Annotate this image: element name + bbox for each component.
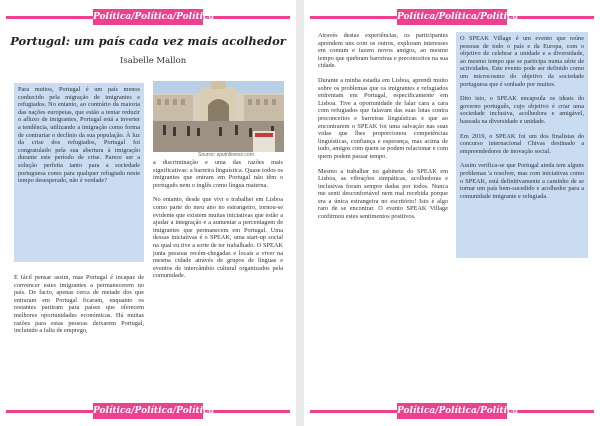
bottom-banner [6,403,290,419]
lisbon-photo [153,81,284,152]
right-column [153,159,283,395]
article-title: Portugal: um país cada vez mais acolhedor [10,34,286,48]
top-banner [310,9,594,25]
lisbon-stay-paragraph: Durante a minha estadia em Lisboa, aprendi muito sobre os problemas que os imigrantes e refugiados enfrentam em Portugal, especificamente em Lisboa. Tive a oportunidade de falar cara a cara com refugiados que falavam das suas lutas contra preconceitos e barreiras linguísticas e que ao encontrarem o SPEAK foi uma salvação nas suas vidas que lhes proporcionou competências linguísticas, confiança e esperança, mas acima de tudo, amigos com quem se podem relacionar e com quem podem passar tempo. [318,76,448,160]
page2-highlight-box [456,32,588,258]
right-column-paragraph-2: No entanto, desde que vivi e trabalhei em Lisboa como parte do meu ano no estrangeiro, tornou-se evidente que existem muitas iniciativas que estão a ajudar a integração e a aumentar a percentagem de imigrantes que permanecem em Portugal. Uma dessas iniciativas é o SPEAK, uma start-up social na qual eu tive a sorte de ter trabalhado. O SPEAK junta pessoas recém-chegadas e locais a viver na mesma cidade através de grupos de línguas e eventos de intercâmbio cultural organizados pela comunidade. [153,196,283,280]
left-page [0,0,296,426]
left-column-paragraph: É fácil pensar assim, mas Portugal é incapaz de convencer estes imigrantes a permanecerem no país. De facto, apenas cerca de metade dos que entraram em Portugal ficaram, enquanto os restantes partiram para países que oferecem melhores oportunidades económicas. Há muitas razões para estas pessoas deixarem Portugal, incluindo a falta de emprego, [14,274,144,335]
banner-label: Política/Política/Política [397,9,507,25]
conclusion-paragraph: Assim verifica-se que Portugal ainda tem alguns problemas 'a resolver, mas com iniciativas como o SPEAK, está definitivamente a caminho de se tornar um país bem-sucedido e acolhedor para a comunidade imigrante e refugiada. [460,162,584,200]
left-column [14,274,144,394]
finalist-paragraph: Em 2019, o SPEAK foi um dos finalistas do concurso internacional Chivas destinado a empreendedores de inovação social. [460,132,584,155]
government-ideals-paragraph: Dito isto, o SPEAK encapsula os ideais do governo português, cujo objetivo é criar uma sociedade inclusiva, acolhedora e amigável, baseada na diversidade e unidade. [460,95,584,125]
banner-label: Política/Política/Política [93,9,203,25]
article-author: Isabelle Mallon [120,56,187,66]
page2-left-column [318,32,448,396]
experiences-paragraph: Através destas experiências, os participantes aprendem uns com os outros, exploram interesses em comum e fazem novos amigos, ao mesmo tempo que quebram barreiras e preconceitos na sua cidade. [318,32,448,70]
speak-village-paragraph: O SPEAK Village é um evento que reúne pessoas de todo o país e da Europa, com o objetivo de celebrar a unidade e a diversidade, ao mesmo tempo que se participa numa série de actividades. Este evento pode ser definido como um microcosmo do objetivo da sociedade portuguesa que é sonhado por muitos. [460,35,584,88]
banner-label: Política/Política/Política [93,403,203,419]
speak-office-paragraph: Mesmo a trabalhar no gabinete do SPEAK em Lisboa, as vibrações simpáticas, acolhedoras e inclusivas foram sempre dadas por todos. Nunca me senti desconfortável nem mal recebida porque era a única estrangeira no escritório! Isto é algo raro de se encontrar. O evento SPEAK Village confirmou estes sentimentos positivos. [318,167,448,221]
banner-label: Política/Política/Política [397,403,507,419]
photo-caption: Source: sputnikness.com [198,152,254,158]
top-banner [6,9,290,25]
intro-paragraph: Para muitos, Portugal é um país menos conhecido pela migração de imigrantes e refugiados. No entanto, ao contrário da maioria das nações europeias, que estão a tentar reduzir o afluxo de imigrantes, Portugal está a inverter a tendência, utilizando a imigração como forma de contrariar o declínio da sua população. À luz da crise dos refugiados, Portugal foi congratulado pela sua abertura à imigração durante este período de crise. Parece ser a solução perfeita tanto para a sociedade portuguesa como para qualquer refugiado neste tempo desesperado, não é verdade? [18,86,140,185]
intro-highlight-box [14,83,144,262]
right-page [304,0,600,426]
bottom-banner [310,403,594,419]
right-column-paragraph-1: a discriminação e uma das razões mais significativas: a barreira linguística. Quase todos os imigrantes que entram em Portugal não têm o português nem o inglês como língua materna. [153,159,283,189]
